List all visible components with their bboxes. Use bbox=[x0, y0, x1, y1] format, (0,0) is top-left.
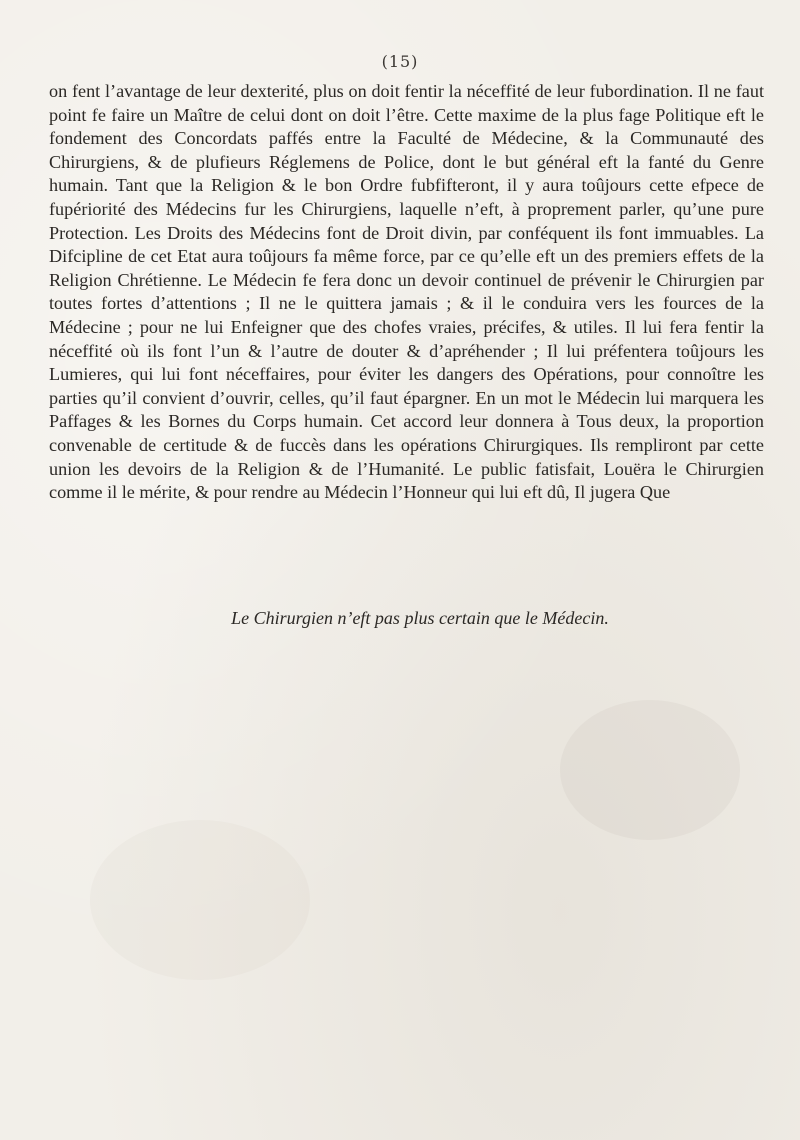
paragraph: on fent l’avantage de leur dexterité, plus on doit fentir la néceffité de leur fubordination. Il ne faut point fe faire un Maître de celui dont on doit l’être. Cette maxime de la plus fage Politique eft le fondement des Concordats paffés entre la Faculté de Médecine, & la Communauté des Chirurgiens, & de plufieurs Réglemens de Police, dont le but général eft la fanté du Genre humain. Tant que la Religion & le bon Ordre fubfifteront, il y aura toûjours cette efpece de fupériorité des Médecins fur les Chirurgiens, laquelle n’eft, à proprement parler, qu’une pure Protection. Les Droits des Médecins font de Droit divin, par conféquent ils font immuables. La Difcipline de cet Etat aura toûjours fa même force, par ce qu’elle eft un des premiers effets de la Religion Chrétienne. Le Médecin fe fera donc un devoir continuel de prévenir le Chirurgien par toutes fortes d’attentions ; Il ne le quittera jamais ; & il le conduira vers les fources de la Médecine ; pour ne lui Enfeigner que des chofes vraies, précifes, & utiles. Il lui fera fentir la néceffité où ils font l’un & l’autre de douter & d’apréhender ; Il lui préfentera toûjours les Lumieres, qui lui font néceffaires, pour éviter les dangers des Opérations, pour connoître les parties qu’il convient d’ouvrir, celles, qu’il faut épargner. En un mot le Médecin lui marquera les Paffages & les Bornes du Corps humain. Cet accord leur donnera à Tous deux, la proportion convenable de certitude & de fuccès dans les opérations Chirurgiques. Ils rempliront par cette union les devoirs de la Religion & de l’Humanité. Le public fatisfait, Louëra le Chirurgien comme il le mérite, & pour rendre au Médecin l’Honneur qui lui eft dû, Il jugera Que bbox=[49, 81, 764, 503]
catchword: Le Chirurgien n’eft pas plus certain que le Médecin. bbox=[231, 608, 609, 628]
body-text bbox=[49, 80, 764, 505]
page-number: (15) bbox=[381, 52, 419, 71]
paper-stain bbox=[560, 700, 740, 840]
paper-stain bbox=[90, 820, 310, 980]
